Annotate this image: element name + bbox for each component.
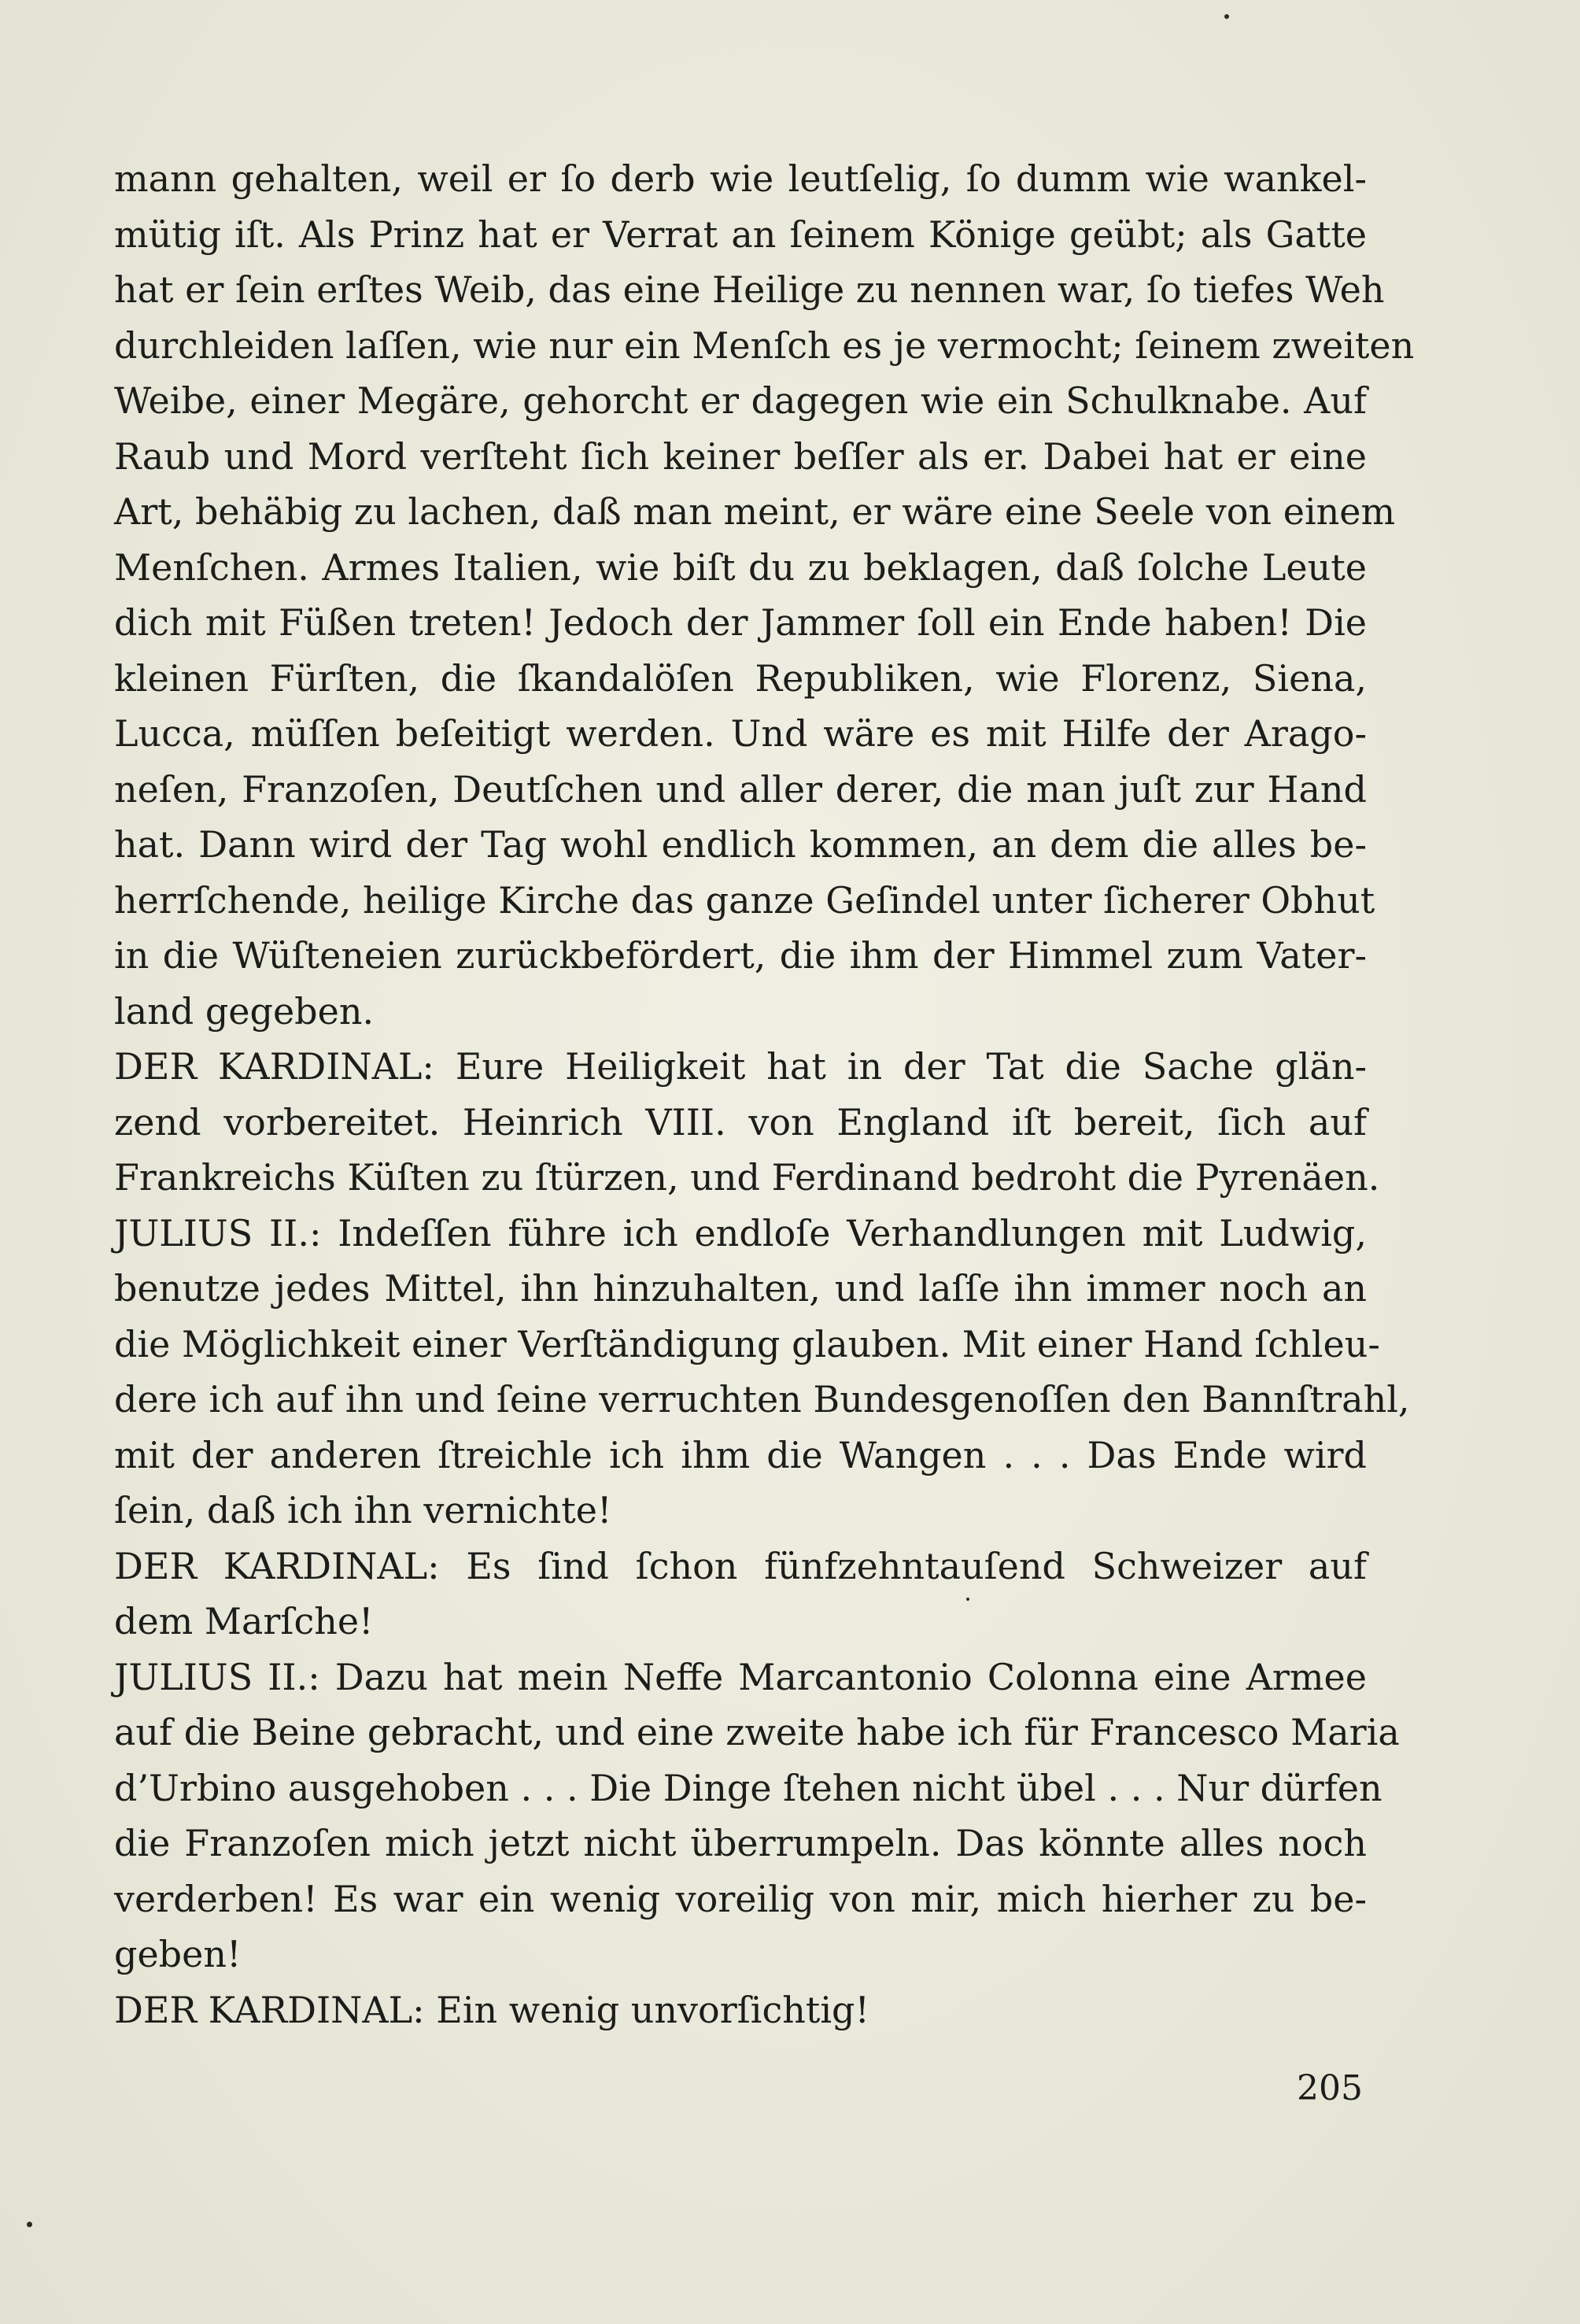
speaker-line: DER KARDINAL: Es ſind ſchon fünfzehntauſend Schweizer auf — [114, 1544, 1367, 1587]
text-line: land gegeben. — [114, 989, 375, 1033]
text-line: hat. Dann wird der Tag wohl endlich kommen, an dem die alles be- — [114, 823, 1367, 866]
page-number: 205 — [1297, 2068, 1363, 2108]
text-line: mit der anderen ſtreichle ich ihm die Wangen . . . Das Ende wird — [114, 1433, 1367, 1476]
paper-speck — [27, 2222, 32, 2227]
text-line: dich mit Füßen treten! Jedoch der Jammer ſoll ein Ende haben! Die — [114, 601, 1367, 644]
speaker-line: JULIUS II.: Dazu hat mein Neffe Marcantonio Colonna eine Armee — [114, 1655, 1367, 1698]
text-line: mütig iſt. Als Prinz hat er Verrat an ſeinem Könige geübt; als Gatte — [114, 212, 1367, 256]
paper-speck — [1224, 14, 1229, 19]
text-line: dere ich auf ihn und ſeine verruchten Bundesgenoſſen den Bannſtrahl, — [114, 1378, 1410, 1421]
text-line: verderben! Es war ein wenig voreilig von mir, mich hierher zu be- — [114, 1877, 1367, 1920]
text-line: auf die Beine gebracht, und eine zweite habe ich für Francesco Maria — [114, 1711, 1400, 1753]
text-line: in die Wüſteneien zurückbefördert, die ihm der Himmel zum Vater- — [114, 934, 1367, 977]
body-text — [114, 151, 1415, 2038]
text-line: Frankreichs Küſten zu ſtürzen, und Ferdinand bedroht die Pyrenäen. — [114, 1156, 1380, 1199]
text-line: dem Marſche! — [114, 1600, 374, 1642]
text-line: geben! — [114, 1933, 242, 1975]
text-line: Weibe, einer Megäre, gehorcht er dagegen wie ein Schulknabe. Auf — [114, 379, 1367, 422]
text-line: die Möglichkeit einer Verſtändigung glauben. Mit einer Hand ſchleu- — [114, 1322, 1380, 1365]
text-line: die Franzoſen mich jetzt nicht überrumpeln. Das könnte alles noch — [114, 1822, 1367, 1864]
text-line: zend vorbereitet. Heinrich VIII. von England iſt bereit, ſich auf — [114, 1100, 1367, 1144]
text-line: benutze jedes Mittel, ihn hinzuhalten, und laſſe ihn immer noch an — [114, 1267, 1367, 1310]
text-line: mann gehalten, weil er ſo derb wie leutſelig, ſo dumm wie wankel- — [114, 157, 1367, 200]
text-line: Art, behäbig zu lachen, daß man meint, er wäre eine Seele von einem — [114, 490, 1396, 533]
speaker-line: JULIUS II.: Indeſſen führe ich endloſe Verhandlungen mit Ludwig, — [114, 1211, 1367, 1254]
text-line: herrſchende, heilige Kirche das ganze Geſindel unter ſicherer Obhut — [114, 878, 1375, 922]
text-line: Raub und Mord verſteht ſich keiner beſſer als er. Dabei hat er eine — [114, 434, 1367, 478]
text-line: d’Urbino ausgehoben . . . Die Dinge ſtehen nicht übel . . . Nur dürfen — [114, 1766, 1382, 1809]
text-line: hat er ſein erſtes Weib, das eine Heilige zu nennen war, ſo tiefes Weh — [114, 268, 1385, 311]
text-line: ſein, daß ich ihn vernichte! — [114, 1489, 612, 1531]
text-line: Lucca, müſſen beſeitigt werden. Und wäre es mit Hilfe der Arago- — [114, 712, 1367, 755]
text-line: kleinen Fürſten, die ſkandalöſen Republiken, wie Florenz, Siena, — [114, 656, 1367, 700]
text-line: Menſchen. Armes Italien, wie biſt du zu beklagen, daß ſolche Leute — [114, 545, 1367, 589]
text-line: durchleiden laſſen, wie nur ein Menſch es je vermocht; ſeinem zweiten — [114, 323, 1415, 367]
speaker-line: DER KARDINAL: Ein wenig unvorſichtig! — [114, 1988, 869, 2031]
text-line: neſen, Franzoſen, Deutſchen und aller derer, die man juſt zur Hand — [114, 767, 1367, 811]
paper-speck — [966, 1598, 969, 1601]
speaker-line: DER KARDINAL: Eure Heiligkeit hat in der Tat die Sache glän- — [114, 1045, 1367, 1088]
